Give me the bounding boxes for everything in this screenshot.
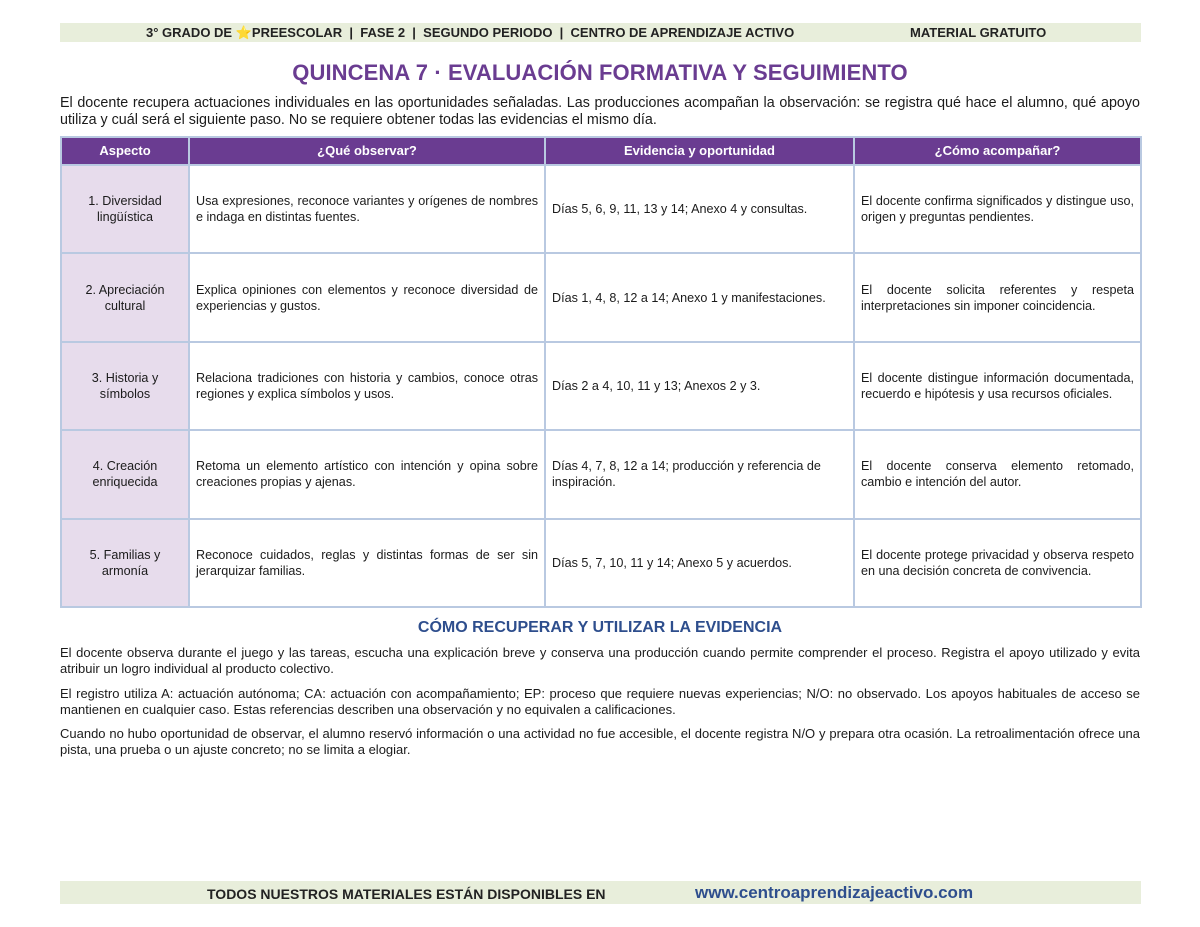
col-header-observe: ¿Qué observar? [189, 137, 545, 165]
star-icon: ⭐ [235, 25, 252, 40]
aspect-cell: 4. Creación enriquecida [61, 430, 189, 518]
evidence-paragraph-2: El registro utiliza A: actuación autónoma; CA: actuación con acompañamiento; EP: proceso que requiere nuevas experiencias; N/O: no observado. Los apoyos habituales de acceso se mantienen en cualquier caso. Estas referencias describen una observación y no equivalen a calificaciones. [60, 686, 1140, 717]
accompany-cell: El docente protege privacidad y observa respeto en una decisión concreta de convivencia. [854, 519, 1141, 607]
top-banner [60, 23, 1141, 42]
evaluation-table [60, 136, 1142, 608]
aspect-cell: 1. Diversidad lingüística [61, 165, 189, 253]
footer-banner [60, 881, 1141, 904]
evidence-cell: Días 2 a 4, 10, 11 y 13; Anexos 2 y 3. [545, 342, 854, 430]
aspect-cell: 2. Apreciación cultural [61, 253, 189, 341]
evidence-cell: Días 5, 7, 10, 11 y 14; Anexo 5 y acuerdos. [545, 519, 854, 607]
header-details: PREESCOLAR | FASE 2 | SEGUNDO PERIODO | CENTRO DE APRENDIZAJE ACTIVO [251, 25, 795, 40]
evidence-paragraph-1: El docente observa durante el juego y las tareas, escucha una explicación breve y conserva una producción cuando permite comprender el proceso. Registra el apoyo utilizado y evita atribuir un logro individual al producto colectivo. [60, 645, 1140, 676]
aspect-cell: 3. Historia y símbolos [61, 342, 189, 430]
accompany-cell: El docente solicita referentes y respeta interpretaciones sin imponer coincidencia. [854, 253, 1141, 341]
evidence-cell: Días 1, 4, 8, 12 a 14; Anexo 1 y manifestaciones. [545, 253, 854, 341]
observe-cell: Relaciona tradiciones con historia y cambios, conoce otras regiones y explica símbolos y usos. [189, 342, 545, 430]
aspect-cell: 5. Familias y armonía [61, 519, 189, 607]
accompany-cell: El docente conserva elemento retomado, cambio e intención del autor. [854, 430, 1141, 518]
section-title: CÓMO RECUPERAR Y UTILIZAR LA EVIDENCIA [417, 619, 783, 636]
observe-cell: Reconoce cuidados, reglas y distintas formas de ser sin jerarquizar familias. [189, 519, 545, 607]
table-row [61, 519, 1141, 607]
accompany-cell: El docente distingue información documentada, recuerdo e hipótesis y usa recursos oficiales. [854, 342, 1141, 430]
intro-paragraph: El docente recupera actuaciones individuales en las oportunidades señaladas. Las producciones acompañan la observación: se registra qué hace el alumno, qué apoyo utiliza y cuál será el siguiente paso. No se requiere obtener todas las evidencias el mismo día. [60, 95, 1140, 128]
evidence-cell: Días 4, 7, 8, 12 a 14; producción y referencia de inspiración. [545, 430, 854, 518]
col-header-aspect: Aspecto [61, 137, 189, 165]
accompany-cell: El docente confirma significados y distingue uso, origen y preguntas pendientes. [854, 165, 1141, 253]
observe-cell: Explica opiniones con elementos y reconoce diversidad de experiencias y gustos. [189, 253, 545, 341]
evidence-paragraph-3: Cuando no hubo oportunidad de observar, el alumno reservó información o una actividad no fue accesible, el docente registra N/O y prepara otra ocasión. La retroalimentación ofrece una pista, una prueba o un ajuste concreto; no se limita a elogiar. [60, 726, 1140, 757]
table-header-row [61, 137, 1141, 165]
table-row [61, 430, 1141, 518]
header-info [146, 25, 794, 41]
page-title: QUINCENA 7 · EVALUACIÓN FORMATIVA Y SEGUIMIENTO [292, 60, 908, 85]
observe-cell: Retoma un elemento artístico con intención y opina sobre creaciones propias y ajenas. [189, 430, 545, 518]
col-header-evidence: Evidencia y oportunidad [545, 137, 854, 165]
footer-website-link[interactable]: www.centroaprendizajeactivo.com [695, 883, 974, 902]
col-header-accompany: ¿Cómo acompañar? [854, 137, 1141, 165]
header-free-material: MATERIAL GRATUITO [910, 25, 1047, 40]
footer-label: TODOS NUESTROS MATERIALES ESTÁN DISPONIBLES EN [207, 886, 606, 902]
header-grade: 3° GRADO DE [146, 25, 236, 40]
table-row [61, 253, 1141, 341]
table-row [61, 342, 1141, 430]
table-row [61, 165, 1141, 253]
evidence-cell: Días 5, 6, 9, 11, 13 y 14; Anexo 4 y consultas. [545, 165, 854, 253]
observe-cell: Usa expresiones, reconoce variantes y orígenes de nombres e indaga en distintas fuentes. [189, 165, 545, 253]
